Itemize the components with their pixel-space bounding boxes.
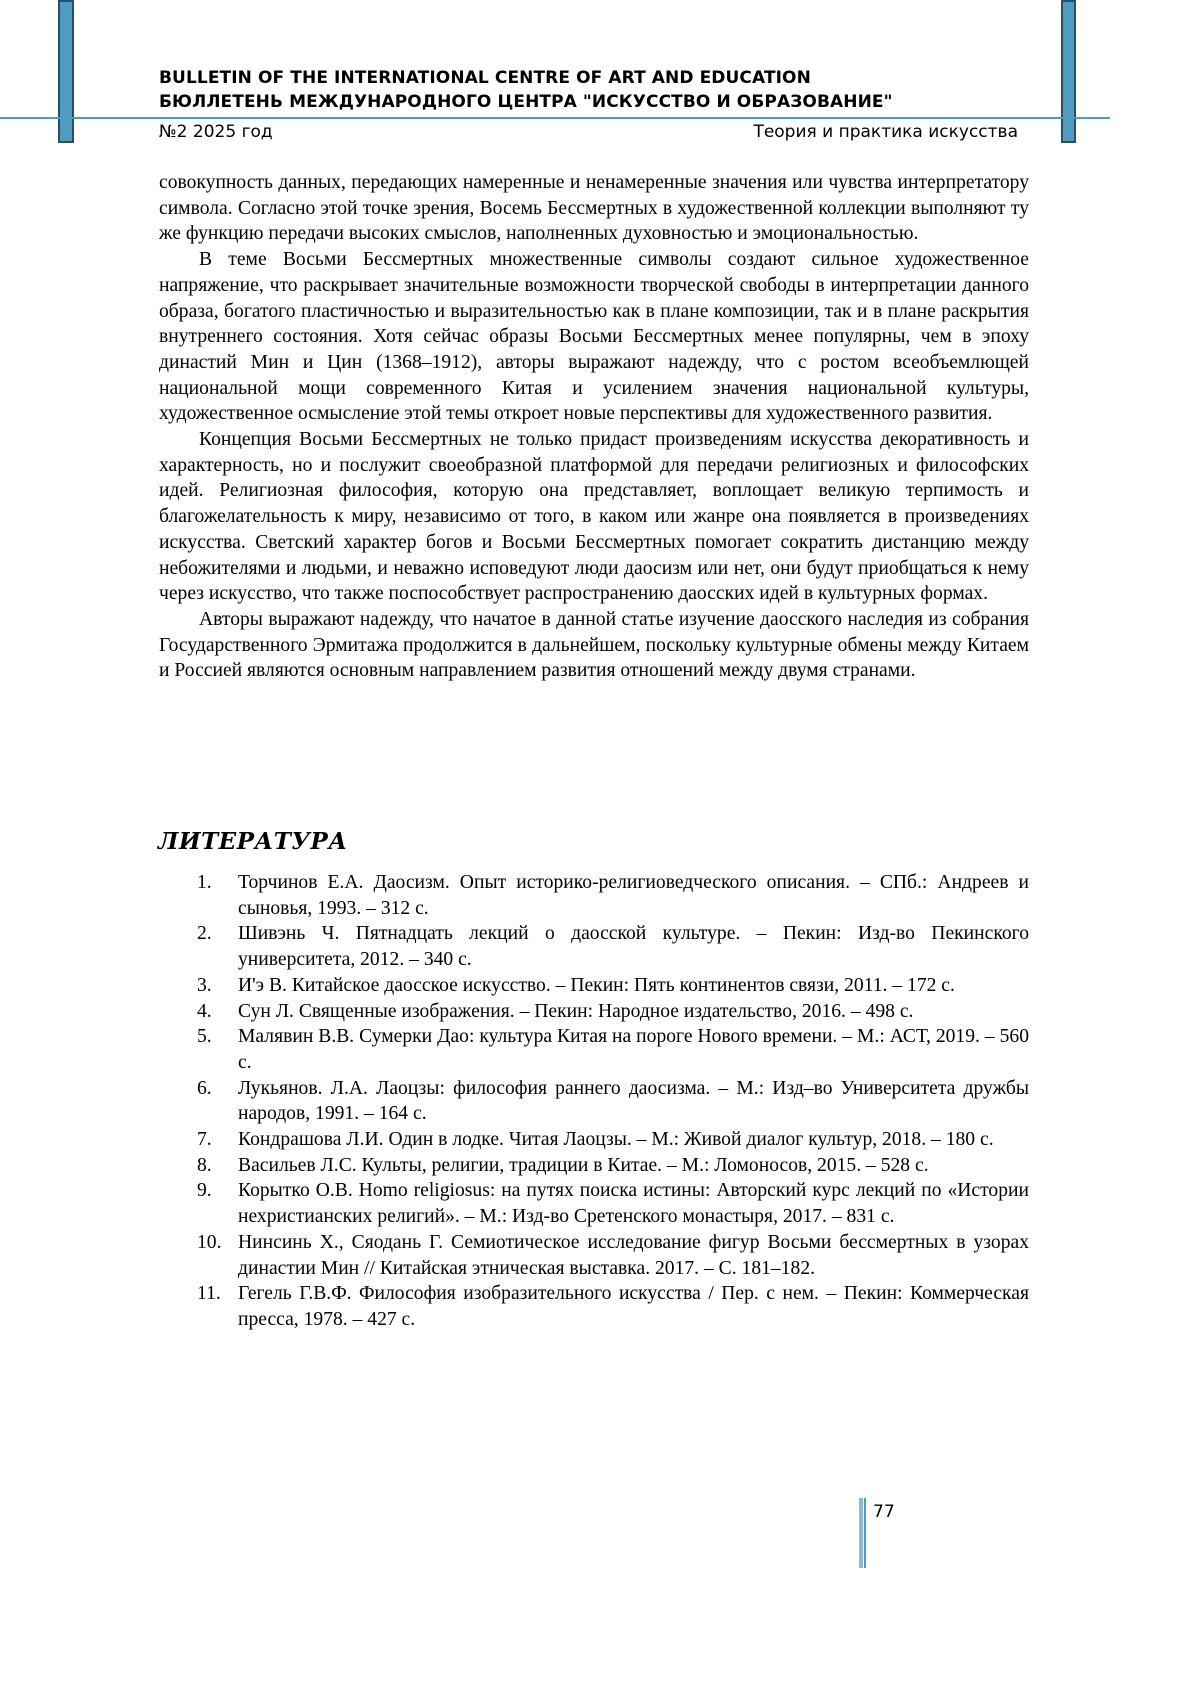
reference-item: [159, 1281, 1029, 1332]
body-paragraph: совокупность данных, передающих намеренные и ненамеренные значения или чувства интерпретатору символа. Согласно этой точке зрения, Восемь Бессмертных в художественной коллекции выполняют ту же функцию передачи высоких смыслов, наполненных духовностью и эмоциональностью.: [159, 172, 1029, 245]
reference-item: [159, 999, 1029, 1025]
issue-label: №2 2025 год: [159, 122, 273, 142]
reference-number: 10.: [197, 1231, 222, 1253]
references-list: [159, 870, 1029, 1333]
reference-number: 4.: [197, 1000, 212, 1022]
reference-number: 9.: [197, 1180, 212, 1202]
reference-number: 8.: [197, 1154, 212, 1176]
reference-item: [159, 1076, 1029, 1127]
reference-item: [159, 1230, 1029, 1281]
reference-item: [159, 870, 1029, 921]
reference-text: Малявин В.В. Сумерки Дао: культура Китая на пороге Нового времени. – М.: АСТ, 2019. – 560 с.: [238, 1026, 1029, 1073]
body-paragraph: В теме Восьми Бессмертных множественные символы создают сильное художественное напряжение, что раскрывает значительные возможности творческой свободы в интерпретации данного образа, богатого пластичностью и выразительностью как в плане композиции, так и в плане раскрытия внутреннего состояния. Хотя сейчас образы Восьми Бессмертных менее популярны, чем в эпоху династий Мин и Цин (1368–1912), авторы выражают надежду, что с ростом всеобъемлющей национальной мощи современного Китая и усилением значения национальной культуры, художественное осмысление этой темы откроет новые перспективы для художественного развития.: [159, 249, 1029, 425]
reference-item: [159, 1153, 1029, 1179]
page-number: 77: [873, 1502, 895, 1522]
header-accent-bar-right: [1061, 0, 1076, 143]
page-number-bar: [859, 1498, 863, 1568]
header-accent-bar-left: [58, 0, 74, 143]
reference-number: 11.: [197, 1283, 221, 1305]
reference-text: Нинсинь Х., Сяодань Г. Семиотическое исследование фигур Восьми бессмертных в узорах династии Мин // Китайская этническая выставка. 2017. – С. 181–182.: [238, 1231, 1029, 1279]
reference-item: [159, 1024, 1029, 1075]
body-paragraph: Концепция Восьми Бессмертных не только придаст произведениям искусства декоративность и характерность, но и послужит своеобразной платформой для передачи религиозных и философских идей. Религиозная философия, которую она представляет, воплощает великую терпимость и благожелательность к миру, независимо от того, в каком или жанре она появляется в произведениях искусства. Светский характер богов и Восьми Бессмертных помогает сократить дистанцию между небожителями и людьми, и неважно исповедуют люди даосизм или нет, они будут приобщаться к нему через искусство, что также поспособствует распространению даосских идей в культурных формах.: [159, 429, 1029, 605]
journal-title-ru: БЮЛЛЕТЕНЬ МЕЖДУНАРОДНОГО ЦЕНТРА "ИСКУССТВО И ОБРАЗОВАНИЕ": [159, 92, 893, 112]
reference-item: [159, 1127, 1029, 1153]
reference-text: И'э В. Китайское даосское искусство. – Пекин: Пять континентов связи, 2011. – 172 с.: [238, 974, 955, 996]
reference-number: 3.: [197, 974, 212, 996]
reference-text: Торчинов Е.А. Даосизм. Опыт историко-религиоведческого описания. – СПб.: Андреев и сыновья, 1993. – 312 с.: [238, 872, 1029, 919]
reference-text: Шивэнь Ч. Пятнадцать лекций о даосской культуре. – Пекин: Изд-во Пекинского университета, 2012. – 340 с.: [238, 923, 1029, 971]
reference-text: Сун Л. Священные изображения. – Пекин: Народное издательство, 2016. – 498 с.: [238, 1000, 914, 1022]
article-body: [159, 170, 1029, 684]
reference-number: 1.: [197, 872, 212, 893]
reference-number: 2.: [197, 923, 212, 945]
reference-number: 7.: [197, 1129, 212, 1151]
journal-title-en: BULLETIN OF THE INTERNATIONAL CENTRE OF ART AND EDUCATION: [159, 68, 811, 88]
reference-text: Лукьянов. Л.А. Лаоцзы: философия раннего даосизма. – М.: Изд–во Университета дружбы народов, 1991. – 164 с.: [238, 1077, 1029, 1125]
reference-item: [159, 973, 1029, 999]
reference-number: 5.: [197, 1026, 212, 1048]
reference-text: Гегель Г.В.Ф. Философия изобразительного искусства / Пер. с нем. – Пекин: Коммерческая пресса, 1978. – 427 с.: [238, 1283, 1029, 1330]
reference-number: 6.: [197, 1077, 212, 1099]
page-number-bar-inner: [864, 1498, 866, 1568]
references-heading: ЛИТЕРАТУРА: [158, 828, 348, 855]
reference-text: Васильев Л.С. Культы, религии, традиции в Китае. – М.: Ломоносов, 2015. – 528 с.: [238, 1154, 929, 1176]
reference-item: [159, 921, 1029, 972]
body-paragraph: Авторы выражают надежду, что начатое в данной статье изучение даосского наследия из собрания Государственного Эрмитажа продолжится в дальнейшем, поскольку культурные обмены между Китаем и Россией являются основным направлением развития отношений между двумя странами.: [159, 608, 1029, 682]
reference-text: Корытко О.В. Homo religiosus: на путях поиска истины: Авторский курс лекций по «Истории нехристианских религий». – М.: Изд-во Сретенского монастыря, 2017. – 831 с.: [238, 1180, 1029, 1228]
section-label: Теория и практика искусства: [753, 122, 1018, 142]
reference-text: Кондрашова Л.И. Один в лодке. Читая Лаоцзы. – М.: Живой диалог культур, 2018. – 180 с.: [238, 1129, 994, 1151]
reference-item: [159, 1178, 1029, 1229]
header-rule: [0, 117, 1110, 119]
